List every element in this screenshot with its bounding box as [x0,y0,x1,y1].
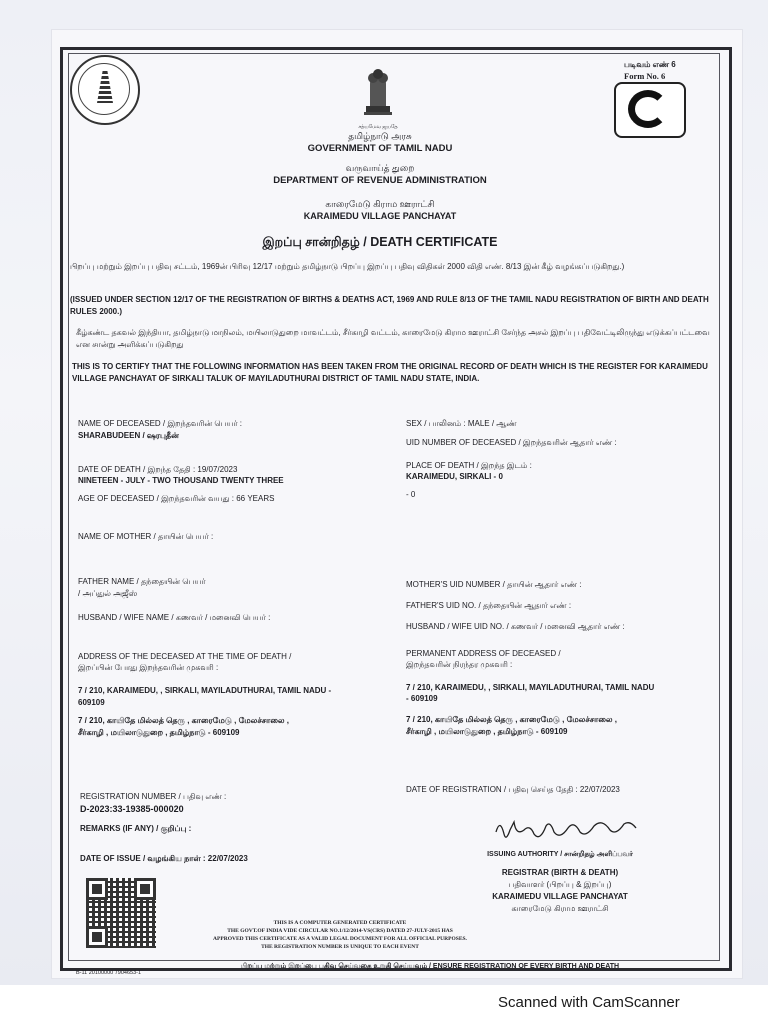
issuing-authority: ISSUING AUTHORITY / சான்றிதழ் அளிப்பவர் [487,851,633,858]
gov-tamil: தமிழ்நாடு அரசு [348,131,412,141]
permanent-address-tamil-2: சீர்காழி , மயிலாடுதுறை , தமிழ்நாடு - 609109 [406,727,568,736]
dept-tamil: வருவாய்த் துறை [345,163,415,173]
certificate-title: இறப்பு சான்றிதழ் / DEATH CERTIFICATE [262,235,498,249]
footer-note-2: THE GOVT.OF INDIA VIDE CIRCULAR NO.1/12/2014-VS(CRS) DATED 27-JULY-2015 HAS [227,928,453,934]
tiny-code: B-11 20100000 7904653-1 [76,970,142,976]
footer-banner: பிறப்பு மற்றும் இறப்பை பதிவு செய்வதை உறுதி செய்யவும் / ENSURE REGISTRATION OF EVERY BIRTH AND DEATH [240,963,620,970]
form-number-tamil: படிவம் எண் 6 [624,60,676,69]
preamble-english-2: THIS IS TO CERTIFY THAT THE FOLLOWING INFORMATION HAS BEEN TAKEN FROM THE ORIGINAL RECORD OF DEATH WHICH IS THE REGISTER FOR KARAIMEDU VILLAGE PANCHAYAT OF SIRKALI TALUK OF MAYILADUTHURAI DISTRICT OF TAMIL NADU STATE, INDIA. [72,362,708,383]
deceased-name-value: SHARABUDEEN / ஷரபுதீன் [78,431,179,440]
form-number-english: Form No. 6 [624,71,666,81]
qr-finder [86,926,108,948]
age-label: AGE OF DECEASED / இறந்தவரின் வயது : 66 YEARS [78,494,275,503]
mother-name-label: NAME OF MOTHER / தாயின் பெயர் : [78,532,214,541]
registration-number-value: D-2023:33-19385-000020 [80,804,184,814]
father-uid-label: FATHER'S UID NO. / தந்தையின் ஆதார் எண் : [406,601,572,610]
footer-note-4: THE REGISTRATION NUMBER IS UNIQUE TO EACH EVENT [261,944,419,950]
qr-code [86,878,156,948]
tamil-nadu-seal-icon [70,55,140,125]
footer-note-3: APPROVED THIS CERTIFICATE AS A VALID LEGAL DOCUMENT FOR ALL OFFICIAL PURPOSES. [213,936,467,942]
emblem-motto: சத்யமேவ ஜயதே [358,124,398,130]
deceased-uid-label: UID NUMBER OF DECEASED / இறந்தவரின் ஆதார் எண் : [406,438,617,447]
remarks-label: REMARKS (IF ANY) / குறிப்பு : [80,824,192,833]
preamble-english-1: (ISSUED UNDER SECTION 12/17 OF THE REGISTRATION OF BIRTHS & DEATHS ACT, 1969 AND RULE 8/13 OF THE TAMIL NADU REGISTRATION OF BIRTH AND DEATH RULES 2000.) [70,295,709,316]
permanent-address-english-2: - 609109 [406,694,438,703]
authority-line-1: REGISTRAR (BIRTH & DEATH) [501,868,619,877]
place-of-death-label: PLACE OF DEATH / இறந்த இடம் : [406,461,532,470]
address-tamil-1: 7 / 210, காயிதே மில்லத் தெரு , காரைமேடு , மேலச்சாலை , [78,716,290,725]
footer-note-1: THIS IS A COMPUTER GENERATED CERTIFICATE [273,920,407,926]
permanent-address-english-1: 7 / 210, KARAIMEDU, , SIRKALI, MAYILADUTHURAI, TAMIL NADU [406,683,655,692]
date-of-death-label: DATE OF DEATH / இறந்த தேதி : 19/07/2023 [78,465,238,474]
father-name-label: FATHER NAME / தந்தையின் பெயர் [78,577,206,586]
registrar-signature [490,812,640,846]
permanent-address-label-2: இறந்தவரின் நிரந்தர முகவரி : [406,660,513,669]
spouse-uid-label: HUSBAND / WIFE UID NO. / கணவர் / மனைவி ஆதார் எண் : [406,622,625,631]
address-english-1: 7 / 210, KARAIMEDU, , SIRKALI, MAYILADUTHURAI, TAMIL NADU - [78,686,332,695]
mother-uid-label: MOTHER'S UID NUMBER / தாயின் ஆதார் எண் : [406,580,582,589]
authority-line-4: காரைமேடு கிராம ஊராட்சி [511,904,609,913]
qr-finder [134,878,156,900]
registration-date-label: DATE OF REGISTRATION / பதிவு செய்த தேதி : 22/07/2023 [406,785,620,794]
crs-swirl [628,90,668,128]
panchayat-tamil: காரைமேடு கிராம ஊராட்சி [325,199,435,209]
place-of-death-value: KARAIMEDU, SIRKALI - 0 [406,472,503,481]
spouse-name-label: HUSBAND / WIFE NAME / கணவர் / மனைவி பெயர் : [78,613,271,622]
gov-english: GOVERNMENT OF TAMIL NADU [307,143,453,154]
issue-date-label: DATE OF ISSUE / வழங்கிய நாள் : 22/07/2023 [80,854,248,863]
panchayat-english: KARAIMEDU VILLAGE PANCHAYAT [303,211,457,221]
dept-english: DEPARTMENT OF REVENUE ADMINISTRATION [273,175,487,186]
address-label-2: இறப்பின் போது இறந்தவரின் முகவரி : [78,663,219,672]
address-english-2: 609109 [78,698,105,707]
preamble-tamil-1: பிறப்பு மற்றும் இறப்பு பதிவு சட்டம், 1969ன் பிரிவு 12/17 மற்றும் தமிழ்நாடு பிறப்பு இறப்பு பதிவு விதிகள் 2000 விதி எண். 8/13 இன் கீழ் வழங்கப்படுகிறது.) [70,262,625,271]
sex-label: SEX / பாலினம் : MALE / ஆண் [406,419,517,428]
permanent-address-tamil-1: 7 / 210, காயிதே மில்லத் தெரு , காரைமேடு , மேலச்சாலை , [406,715,618,724]
date-of-death-words: NINETEEN - JULY - TWO THOUSAND TWENTY THREE [78,476,284,485]
authority-line-2: பதிவாளர் (பிறப்பு & இறப்பு) [508,880,612,889]
camscanner-watermark: Scanned with CamScanner [498,994,680,1011]
father-name-value: / அப்துல் அஜீஸ் [78,589,138,598]
permanent-address-label-1: PERMANENT ADDRESS OF DECEASED / [406,649,561,658]
registration-number-label: REGISTRATION NUMBER / பதிவு எண் : [80,792,227,801]
crs-logo-icon [614,82,686,138]
qr-finder [86,878,108,900]
address-tamil-2: சீர்காழி , மயிலாடுதுறை , தமிழ்நாடு - 609109 [78,728,240,737]
zero-mark: - 0 [406,490,416,499]
deceased-name-label: NAME OF DECEASED / இறந்தவரின் பெயர் : [78,419,242,428]
authority-line-3: KARAIMEDU VILLAGE PANCHAYAT [492,892,628,901]
national-emblem-icon [358,62,398,124]
address-label-1: ADDRESS OF THE DECEASED AT THE TIME OF DEATH / [78,652,292,661]
preamble-tamil-2: கீழ்கண்ட தகவல் இந்தியா, தமிழ்நாடு மாநிலம், மயிலாடுதுறை மாவட்டம், சீர்காழி வட்டம், காரைமேடு கிராம ஊராட்சி சேர்ந்த அசல் இறப்பு பதிவேட்டிலிருந்து எடுக்கப்பட்டவை என சான்று அளிக்கப்படுகிறது [76,328,710,349]
